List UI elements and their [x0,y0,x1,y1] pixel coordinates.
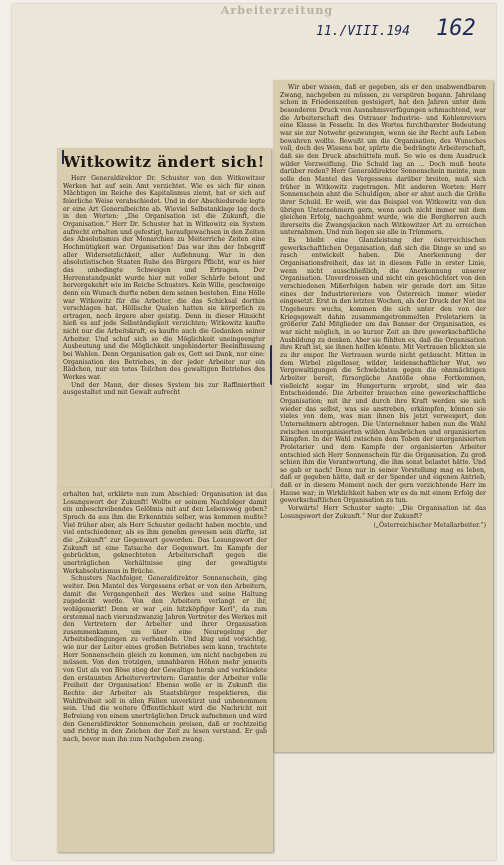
clipping-right-column [273,80,493,752]
handwritten-margin-mark [270,345,276,385]
article-source: („Österreichischer Metallarbeiter.“) [373,522,486,530]
article-paragraph: Schusters Nachfolger, Generaldirektor Sonnenschein, ging weiter. Den Mantel des Vergessens erbat er von den Arbeitern, damit die Vergangenheit des Werkes und seine Haltung zugedeckt werde. Von den Arbeitern verlangt er ihr, wohlgemerkt! Denn er war „ein hitzköpfiger Kerl“, da zum erstenmal nach vierundzwanzig Jahren Vertreter des Werkes mit den Vertretern der Arbeiter und ihrer Organisation zusammenkamen, um über eine Neuregelung der Arbeitsbedingungen zu verhandeln. Und klug und vorsichtig, wie nur der Leiter eines großen Betriebes sein kann, trachtete Herr Sonnenschein gleich zu kommen, um nicht nachgeben zu müssen. Von den trotzigen, unnahbaren Höhen mehr jenseits von Gut als von Böse stieg der Gewaltige herab und verkündete den erstaunten Arbeitervertretern: Garantie der Arbeiter volle Freiheit der Organisation! Ebenso wolle er in Zukunft die Rechte der Arbeiter als Staatsbürger respektieren, die Wahlfreiheit soll in allen Fällen unverkürzt und unbenommen sein. Und die weitere Öffentlichkeit wird die Nachricht mit Befreiung von einem unerträglichen Druck aufnehmen und wird den Generaldirektor Sonnenschein preisen, daß er rechtzeitig und richtig in den Zeichen der Zeit zu lesen verstand. Er gab nach, bevor man ihn zum Nachgeben zwang. [63,575,267,743]
article-headline: Witkowitz ändert sich! [63,153,265,171]
clipping-continuation-column [57,488,273,852]
article-paragraph: Vorwärts! Herr Schuster sagte: „Die Organisation ist das Losungswort der Zukunft.“ Nur der Zukunft? [280,505,486,520]
article-paragraph: Wir aber wissen, daß er gegeben, als er den unabwendbaren Zwang, nachgeben zu müssen, zu verspüren begann. Jahrelang schon in Friedenszeiten gesteigert, hat den Jahren unter dem besonderen Druck von Ausnahmsverfügungen schmachtend, war die Arbeiterschaft des Ostrauer Industrie- und Kohlenreviers eine Klasse in Fesseln. In des Wortes furchtbarster Bedeutung war sie zur Notwehr gezwungen, wenn sie ihr Recht aufs Leben bewahren wollte. Bewußt um die Organisation, des Wunsches voll, doch des Wissens bar, spürte die bedrängte Arbeiterschaft, daß sie den Druck abschütteln muß. So wie es dem Ausdruck wilder Verzweiflung. Die Schuld lag an ... Doch muß heute darüber reden? Herr Generaldirektor Sonnenschein meinte, man solle den Mantel des Vergessens darüber breiten, muß sich früher in Witkowitz zugetragen. Mit anderen Worten: Herr Sonnenschein ahnt die Schuldigen, aber er ahnt auch die Größe ihrer Schuld. Er weiß, wie das Beispiel von Witkowitz von den übrigen Unternehmern gern, wenn auch nicht immer mit dem gleichen Erfolg, nachgeahmt wurde, wie die Bergherren auch ihrerseits die Zwangsjacken nach Witkowitzer Art zu erreichen unternahmen. Und nun liegen sie alle in Trümmern. [280,84,486,237]
masthead-stamp: Arbeiterzeitung [220,4,334,17]
clipping-headline-column [57,148,271,488]
handwritten-date: 11./VIII.194 [316,24,410,39]
handwritten-archive-number: 162 [436,16,476,41]
handwritten-bracket-mark [62,150,70,164]
article-paragraph: Und der Mann, der dieses System bis zur Raffiniertheit ausgestaltet und mit Gewalt aufrecht [63,381,265,397]
article-paragraph: Herr Generaldirektor Dr. Schuster von den Witkowitzer Werken hat auf sein Amt verzichtet. Wie es sich für einen Mächtigen im Reiche des Kapitalismus ziemt, hat er sich auf feierliche Weise verabschiedet. Und in der Abschiedsrede legte er eine Art Generalbeichte ab. Wieviel Selbstanklage lag doch in den Worten: „Die Organisation ist die Zukunft, die Organisation.“ Herr Dr. Schuster hat in Witkowitz ein System aufrecht erhalten und gefestigt, heraufgewachsen in den Zeiten des Absolutismus der Monarchien zu Meiterriche Zeiten eine Hochmütigkeit war. Organisation! Das war ihm der Inbegriff aller Widersetzlichkeit, aller Auflehnung. War in den absolutistischen Staaten Ruhe des Bürgers Pflicht, war es hier das unbedingte Schweigen und Ertragen. Der Herrenstandpunkt wurde hier mit voller Schärfe betont und hervorgekehrt wie im Reiche Schusters. Kein Wille, geschweige denn ein Wunsch durfte neben dem seinen bestehen. Eine Hölle war Witkowitz für die Arbeiter, die das Schicksal dorthin verschlagen hat. Höllische Qualen hatten sie körperlich zu ertragen, noch ärgere aber geistig. Denn in dieser Hinsicht hieß es auf jede Selbständigkeit verzichten; Witkowitz kaufte nicht nur die Arbeitskraft, es kaufte auch die Gedanken seiner Arbeiter. Und schuf sich so die Möglichkeit uneingeengter Ausbeutung und die Möglichkeit ungehinderter Beeinflussung bei Wahlen. Denn Organisation gab es, Gott sei Dank, nur eine: Organisation des Betriebes, in der jeder Arbeiter nur ein Rädchen, nur ein totes Teilchen des gewaltigen Betriebes des Werkes war. [63,175,265,382]
article-paragraph: erhalten hat, erklärte nun zum Abschied: Organisation ist das Losungswort der Zukunft! Wollte er seinem Nachfolger damit ein unbeschreibendes Gelöbnis mit auf den Lebensweg geben? Sprach da aus ihm die Erkenntnis selber, was kommen mußte? Viel früher aber, als Herr Schuster gedacht haben mochte, und viel entschiedener, als es ihm genehm gewesen sein dürfte, ist die „Zukunft“ zur Gegenwart geworden. Das Losungswort der Zukunft ist eine Tatsache der Gegenwart. Im Kampfe der gebrückten, geknechteten Arbeiterschaft gegen die unerträglichen Verhältnisse ging der gewaltigste Werkabsolutismus in Brüche. [63,491,267,575]
article-paragraph: Es bleibt eine Glanzleistung der österreichischen gewerkschaftlichen Organisation, daß sich die Dinge so und so rasch entwickelt haben. Die Anerkennung der Organisationsfreiheit, das ist in diesem Falle in erster Linie, wenn nicht ausschließlich, die Anerkennung unserer Organisation. Unverdrossen und nicht ein geschüchtert von den verschiedenen Mißerfolgen haben wir gerade dort am Sitze eines der Industriereviere von Österreich immer wieder eingesetzt. Erst in den letzten Wochen, als der Druck der Not ins Ungeheure wuchs, kommen die sich unter den von der Kriegsgewalt dahin zusammengetrommelten Proletariern in größerer Zahl Mitglieder um das Banner der Organisation, es war nicht möglich, in so kurzer Zeit an ihre gewerkschaftliche Ausbildung zu denken. Aber sie fühlten es, daß die Organisation ihre Kraft ist, sie ihnen helfen könnte. Mit Vertrauen blickten sie zu ihr empor. Ihr Vertrauen wurde nicht getäuscht. Mitten in dem Wirbel zügelloser, wilder, leidenschaftlicher Wut, wo Vergewaltigungen die Schwächsten gegen die ohnmächtigen Arbeiter bereit, fürsorgliche Anstöße ohne Fortkommen, vielleicht sogar im Hungerturm erprobt, sind wir das Entscheidende. Die Arbeiter brauchen eine gewerkschaftliche Organisation; mit ihr und durch ihre Kraft werden sie sich wieder das selbst, was sie anstreben, erkämpfen, können sie vieles von dem, was man ihnen bis jetzt verweigert, den Unternehmern abtrogen. Die Unternehmer haben nun die Wahl zwischen unorganisierten wilden Ausbrüchen und organisierten Kämpfen. In der Wahl zwischen dem Toben der unorganisierten Proletarier und dem Kampfe der organisierten Arbeiter entschied sich Herr Sonnenschein für die Organisation. Zu groß schien ihm die Verantwortung, die ihm sonst belastet hätte. Und so gab er nach! Denn nur in seiner Vorstellung mag es leben, daß er gegeben hätte, daß er der Spender und eigenen Antrieb, daß er in diesem Moment noch der gern verzichtende Herr im Hause war; in Wirklichkeit haben wir es da mit einem Erfolg der gewerkschaftlichen Organisation zu tun. [280,237,486,505]
